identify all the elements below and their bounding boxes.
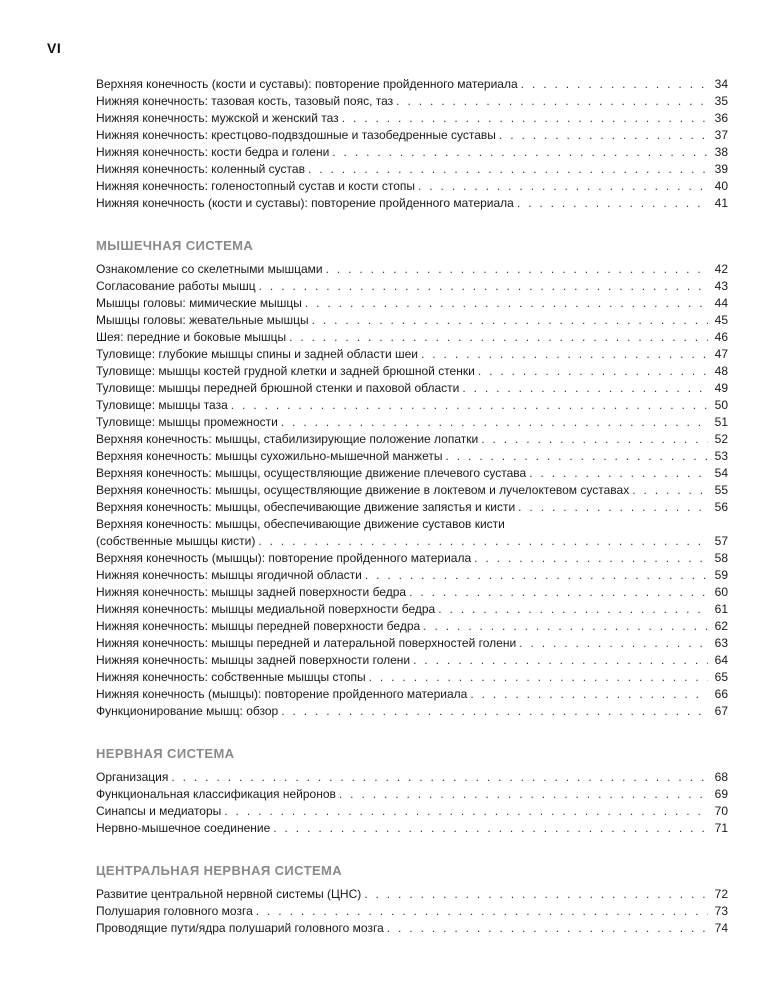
- toc-entry-page: 45: [714, 313, 728, 327]
- toc-entry-title: Верхняя конечность (мышцы): повторение пройденного материала: [96, 551, 472, 565]
- toc-section: [96, 862, 728, 937]
- toc-entry-title-continued: (собственные мышцы кисти): [96, 534, 256, 548]
- dot-leader: [518, 499, 708, 516]
- dot-leader: [224, 803, 708, 820]
- toc-entry-title: Полушария головного мозга: [96, 904, 253, 918]
- toc-entry[interactable]: [96, 903, 728, 920]
- toc-entry-title: Нервно-мышечное соединение: [96, 821, 271, 835]
- toc-entry[interactable]: [96, 76, 728, 93]
- toc-entry-title: Согласование работы мышц: [96, 279, 256, 293]
- dot-leader: [438, 601, 708, 618]
- toc-entry[interactable]: [96, 886, 728, 903]
- toc-entry[interactable]: [96, 584, 728, 601]
- toc-entry-title: Туловище: мышцы передней брюшной стенки и паховой области: [96, 381, 460, 395]
- toc-entry[interactable]: [96, 465, 728, 482]
- section-heading: МЫШЕЧНАЯ СИСТЕМА: [96, 238, 254, 253]
- toc-entry[interactable]: [96, 448, 728, 465]
- dot-leader: [413, 652, 708, 669]
- toc-section: [96, 76, 728, 212]
- toc-entry-page: 47: [714, 347, 728, 361]
- toc-entry-title: Мышцы головы: жевательные мышцы: [96, 313, 309, 327]
- toc-entry-title: Верхняя конечность (кости и суставы): повторение пройденного материала: [96, 77, 518, 91]
- toc-entry-page: 57: [714, 534, 728, 548]
- dot-leader: [273, 820, 708, 837]
- dot-leader: [418, 178, 708, 195]
- toc-entry-page: 37: [714, 128, 728, 142]
- dot-leader: [281, 703, 708, 720]
- toc-entry[interactable]: [96, 499, 728, 516]
- dot-leader: [281, 414, 708, 431]
- toc-entry-page: 71: [714, 821, 728, 835]
- toc-entry-page: 59: [714, 568, 728, 582]
- toc-entry[interactable]: [96, 516, 728, 550]
- toc-entry-page: 63: [714, 636, 728, 650]
- toc-entry-title: Верхняя конечность: мышцы, осуществляющие движение в локтевом и лучелоктевом суставах: [96, 483, 630, 497]
- toc-entry[interactable]: [96, 567, 728, 584]
- dot-leader: [445, 448, 708, 465]
- dot-leader: [421, 346, 708, 363]
- toc-entry-page: 62: [714, 619, 728, 633]
- toc-entry-title: Нижняя конечность: кости бедра и голени: [96, 145, 330, 159]
- page-number: VI: [47, 40, 62, 56]
- toc-entry[interactable]: [96, 820, 728, 837]
- dot-leader: [305, 295, 708, 312]
- dot-leader: [387, 920, 708, 937]
- toc-entry-title: Функциональная классификация нейронов: [96, 787, 336, 801]
- dot-leader: [499, 127, 708, 144]
- toc-entry-page: 69: [714, 787, 728, 801]
- dot-leader: [339, 786, 708, 803]
- toc-entry-page: 36: [714, 111, 728, 125]
- toc-entry[interactable]: [96, 397, 728, 414]
- toc-entry[interactable]: [96, 363, 728, 380]
- dot-leader: [474, 550, 708, 567]
- toc-entry[interactable]: [96, 261, 728, 278]
- toc-entry-title: Организация: [96, 770, 169, 784]
- toc-entry-title: Нижняя конечность (кости и суставы): повторение пройденного материала: [96, 196, 514, 210]
- toc-section: [96, 237, 728, 720]
- toc-entry-title: Синапсы и медиаторы: [96, 804, 222, 818]
- toc-entry[interactable]: [96, 195, 728, 212]
- dot-leader: [521, 76, 708, 93]
- toc-entry-page: 66: [714, 687, 728, 701]
- dot-leader: [396, 93, 708, 110]
- toc-entry-page: 51: [714, 415, 728, 429]
- dot-leader: [364, 886, 708, 903]
- toc-entry[interactable]: [96, 769, 728, 786]
- toc-entry-title: Ознакомление со скелетными мышцами: [96, 262, 323, 276]
- toc-entry-page: 48: [714, 364, 728, 378]
- toc-entry-page: 64: [714, 653, 728, 667]
- toc-entry-title: Нижняя конечность (мышцы): повторение пройденного материала: [96, 687, 468, 701]
- dot-leader: [517, 195, 708, 212]
- toc-entry-page: 60: [714, 585, 728, 599]
- toc-section: [96, 745, 728, 837]
- toc-entry[interactable]: [96, 550, 728, 567]
- toc-entry-page: 34: [714, 77, 728, 91]
- toc-entry-continuation: [96, 533, 728, 550]
- toc-entry-page: 74: [714, 921, 728, 935]
- toc-entry-title: Верхняя конечность: мышцы, обеспечивающие движение суставов кисти: [96, 517, 505, 531]
- dot-leader: [256, 903, 708, 920]
- dot-leader: [308, 161, 708, 178]
- dot-leader: [470, 686, 708, 703]
- toc-entry-title: Функционирование мышц: обзор: [96, 704, 279, 718]
- toc-entry[interactable]: [96, 803, 728, 820]
- toc-entry-title: Верхняя конечность: мышцы сухожильно-мышечной манжеты: [96, 449, 443, 463]
- toc-entry-title: Верхняя конечность: мышцы, стабилизирующие положение лопатки: [96, 432, 479, 446]
- toc-entry[interactable]: [96, 329, 728, 346]
- dot-leader: [332, 144, 708, 161]
- toc-entry[interactable]: [96, 93, 728, 110]
- toc-entry-page: 52: [714, 432, 728, 446]
- toc-entry-title: Нижняя конечность: коленный сустав: [96, 162, 305, 176]
- toc-entry-title: Мышцы головы: мимические мышцы: [96, 296, 302, 310]
- toc-entry-title: Туловище: мышцы таза: [96, 398, 228, 412]
- toc-entry[interactable]: [96, 786, 728, 803]
- toc-entry-page: 35: [714, 94, 728, 108]
- toc-entry-page: 42: [714, 262, 728, 276]
- toc-entry-page: 70: [714, 804, 728, 818]
- toc-entry[interactable]: [96, 295, 728, 312]
- dot-leader: [481, 431, 708, 448]
- toc-entry-page: 40: [714, 179, 728, 193]
- toc-entry-page: 41: [714, 196, 728, 210]
- toc-entry-title: Нижняя конечность: мышцы задней поверхности бедра: [96, 585, 407, 599]
- toc-entry-page: 54: [714, 466, 728, 480]
- table-of-contents: [96, 76, 728, 937]
- toc-entry[interactable]: [96, 312, 728, 329]
- toc-entry[interactable]: [96, 178, 728, 195]
- toc-entry[interactable]: [96, 414, 728, 431]
- dot-leader: [289, 329, 708, 346]
- toc-entry-page: 49: [714, 381, 728, 395]
- toc-entry-page: 73: [714, 904, 728, 918]
- toc-entry[interactable]: [96, 144, 728, 161]
- dot-leader: [231, 397, 708, 414]
- toc-entry-title: Нижняя конечность: мышцы ягодичной области: [96, 568, 362, 582]
- dot-leader: [423, 618, 708, 635]
- toc-entry-title: Нижняя конечность: мужской и женский таз: [96, 111, 339, 125]
- dot-leader: [312, 312, 708, 329]
- toc-entry-page: 58: [714, 551, 728, 565]
- toc-entry[interactable]: [96, 278, 728, 295]
- dot-leader: [326, 261, 708, 278]
- toc-entry-page: 53: [714, 449, 728, 463]
- dot-leader: [342, 110, 708, 127]
- toc-entry[interactable]: [96, 161, 728, 178]
- dot-leader: [369, 669, 708, 686]
- toc-entry-title: Проводящие пути/ядра полушарий головного мозга: [96, 921, 384, 935]
- toc-entry-title: Нижняя конечность: мышцы медиальной поверхности бедра: [96, 602, 436, 616]
- toc-entry-title: Верхняя конечность: мышцы, обеспечивающие движение запястья и кисти: [96, 500, 516, 514]
- toc-entry-page: 67: [714, 704, 728, 718]
- toc-entry[interactable]: [96, 618, 728, 635]
- toc-entry[interactable]: [96, 652, 728, 669]
- toc-entry[interactable]: [96, 686, 728, 703]
- toc-entry-title: Нижняя конечность: голеностопный сустав и кости стопы: [96, 179, 416, 193]
- toc-entry-title: Нижняя конечность: мышцы задней поверхности голени: [96, 653, 411, 667]
- toc-entry-page: 55: [714, 483, 728, 497]
- toc-entry-title: Туловище: мышцы костей грудной клетки и задней брюшной стенки: [96, 364, 475, 378]
- toc-entry-title: Верхняя конечность: мышцы, осуществляющие движение плечевого сустава: [96, 466, 527, 480]
- toc-entry-page: 46: [714, 330, 728, 344]
- dot-leader: [529, 465, 708, 482]
- toc-entry[interactable]: [96, 346, 728, 363]
- dot-leader: [171, 769, 708, 786]
- toc-entry-title: Шея: передние и боковые мышцы: [96, 330, 287, 344]
- toc-entry-title: Нижняя конечность: тазовая кость, тазовый пояс, таз: [96, 94, 394, 108]
- toc-entry[interactable]: [96, 920, 728, 937]
- toc-entry-page: 72: [714, 887, 728, 901]
- dot-leader: [632, 482, 708, 499]
- toc-entry-page: 68: [714, 770, 728, 784]
- toc-entry[interactable]: [96, 635, 728, 652]
- toc-entry-page: 44: [714, 296, 728, 310]
- toc-entry[interactable]: [96, 431, 728, 448]
- toc-entry-title: Туловище: глубокие мышцы спины и задней области шеи: [96, 347, 419, 361]
- toc-entry-page: 39: [714, 162, 728, 176]
- toc-entry-page: 61: [714, 602, 728, 616]
- toc-entry[interactable]: [96, 601, 728, 618]
- toc-entry[interactable]: [96, 380, 728, 397]
- section-heading: ЦЕНТРАЛЬНАЯ НЕРВНАЯ СИСТЕМА: [96, 863, 343, 878]
- toc-entry-title: Нижняя конечность: мышцы передней и латеральной поверхностей голени: [96, 636, 517, 650]
- section-heading: НЕРВНАЯ СИСТЕМА: [96, 746, 235, 761]
- toc-entry-title: Нижняя конечность: мышцы передней поверхности бедра: [96, 619, 421, 633]
- toc-entry-page: 50: [714, 398, 728, 412]
- toc-entry-title: Нижняя конечность: крестцово-подвздошные и тазобедренные суставы: [96, 128, 496, 142]
- toc-entry-page: 65: [714, 670, 728, 684]
- toc-entry-title: Нижняя конечность: собственные мышцы стопы: [96, 670, 366, 684]
- toc-entry[interactable]: [96, 127, 728, 144]
- dot-leader: [462, 380, 708, 397]
- dot-leader: [409, 584, 708, 601]
- toc-entry[interactable]: [96, 669, 728, 686]
- dot-leader: [258, 533, 708, 550]
- toc-entry[interactable]: [96, 482, 728, 499]
- dot-leader: [259, 278, 708, 295]
- toc-entry-page: 56: [714, 500, 728, 514]
- toc-entry-title: Туловище: мышцы промежности: [96, 415, 278, 429]
- toc-entry-page: 43: [714, 279, 728, 293]
- dot-leader: [478, 363, 708, 380]
- dot-leader: [365, 567, 708, 584]
- toc-entry-title: Развитие центральной нервной системы (ЦНС): [96, 887, 362, 901]
- toc-entry[interactable]: [96, 110, 728, 127]
- toc-entry-page: 38: [714, 145, 728, 159]
- dot-leader: [519, 635, 708, 652]
- toc-entry[interactable]: [96, 703, 728, 720]
